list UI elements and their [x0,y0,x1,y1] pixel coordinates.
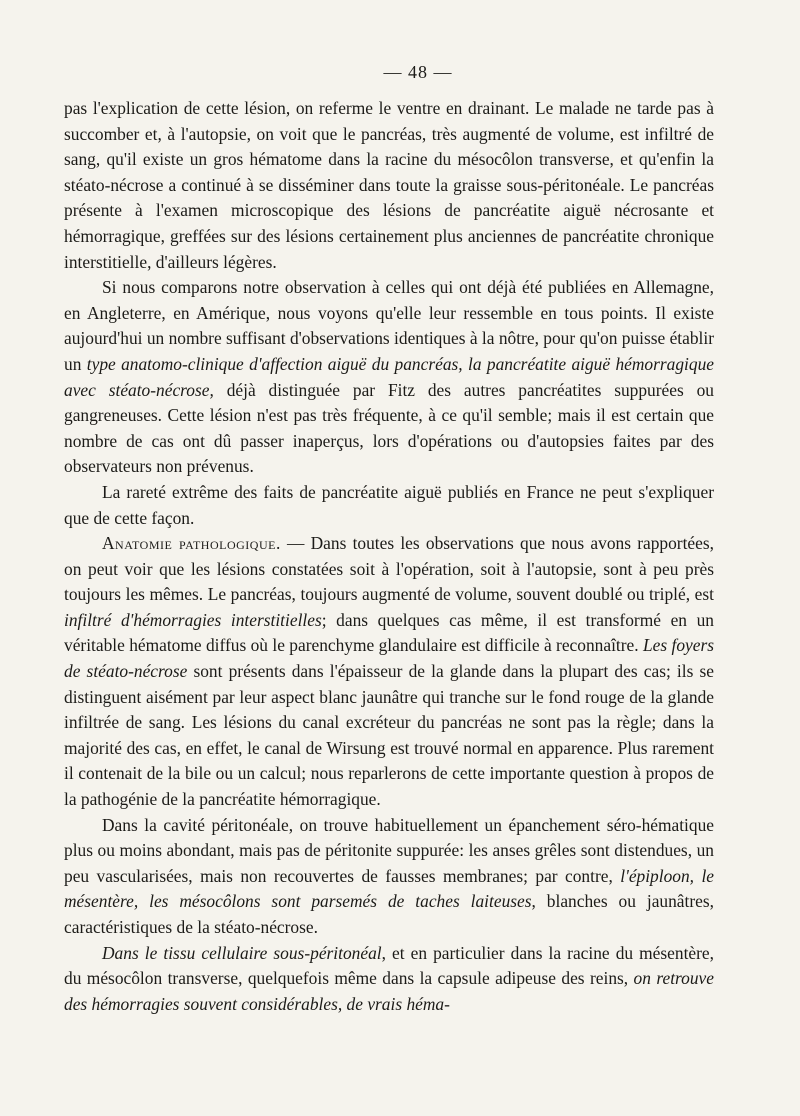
body-text [64,96,714,1017]
text-run: pas l'explication de cette lésion, on referme le ventre en drainant. Le malade ne tarde pas à succomber et, à l'autopsie, on voit que le pancréas, très augmenté de volume, est infiltré de sang, qu'il existe un gros hématome dans la racine du mésocôlon transverse, et qu'enfin la stéato-nécrose a continué à se disséminer dans toute la graisse sous-péritonéale. Le pancréas présente à l'examen microscopique des lésions de pancréatite aiguë nécrosante et hémorragique, greffées sur des lésions certainement plus anciennes de pancréatite chronique interstitielle, d'ailleurs légères. [64,98,714,272]
italic-text-run: l'épiploon, le mésentère, les mésocôlons sont parsemés de taches laiteuses [64,865,715,912]
text-run: ; dans quelques cas même, il est transformé en un véritable hématome diffus où le parenchyme glandulaire est difficile à reconnaître. [64,609,714,656]
text-run: déjà distinguée par Fitz des autres pancréatites suppurées ou gangreneuses. Cette lésion n'est pas très fréquente, à ce qu'il semble; mais il est certain que nombre de cas ont dû passer inaperçus, lors d'opérations ou d'autopsies faites par des observateurs non prévenus. [64,379,714,477]
text-run: , et en particulier dans la racine du mésentère, du mésocôlon transverse, quelquefois même dans la capsule adipeuse des reins, [64,942,714,989]
text-run: La rareté extrême des faits de pancréatite aiguë publiés en France ne peut s'expliquer que de cette façon. [64,481,714,528]
paragraph [64,813,714,941]
paragraph [64,275,714,480]
text-run: sont présents dans l'épaisseur de la glande dans la plupart des cas; ils se distinguent aisément par leur aspect blanc jaunâtre qui tranche sur le fond rouge de la glande infiltrée de sang. Les lésions du canal excréteur du pancréas ne sont pas la règle; dans la majorité des cas, en effet, le canal de Wirsung est trouvé normal en apparence. Plus rarement il contenait de la bile ou un calcul; nous reparlerons de cette importante question à propos de la pathogénie de la pancréatite hémorragique. [64,661,714,810]
paragraph [64,941,714,1018]
paragraph [64,96,714,275]
italic-text-run: on retrouve des hémorragies souvent considérables, de vrais héma- [64,968,714,1014]
text-run: Dans la cavité péritonéale, on trouve habituellement un épanchement séro-hématique plus ou moins abondant, mais pas de péritonite suppurée: les anses grêles sont distendues, un peu vascularisées, mais non recouvertes de fausses membranes; par contre, [64,814,714,886]
paragraph [64,531,714,813]
text-run: , blanches ou jaunâtres, caractéristiques de la stéato-nécrose. [64,891,714,937]
italic-text-run: infiltré d'hémorragies interstitielles [64,609,322,630]
text-run: Si nous comparons notre observation à celles qui ont déjà été publiées en Allemagne, en Angleterre, en Amérique, nous voyons qu'elle leur ressemble en tous points. Il existe aujourd'hui un nombre suffisant d'observations identiques à la nôtre, pour qu'on puisse établir un [64,277,714,374]
page-number: — 48 — [383,62,453,82]
text-run: — Dans toutes les observations que nous avons rapportées, on peut voir que les lésions constatées soit à l'opération, soit à l'autopsie, sont à peu près toujours les mêmes. Le pancréas, toujours augmenté de volume, souvent doublé ou triplé, est [64,533,714,605]
italic-text-run: type anatomo-clinique d'affection aiguë du pancréas, la pancréatite aiguë hémorragique avec stéato-nécrose, [64,353,714,400]
italic-text-run: Dans le tissu cellulaire sous-péritonéal [102,942,382,963]
section-heading: Anatomie pathologique. [102,533,281,554]
paragraph [64,480,714,531]
italic-text-run: Les foyers de stéato-nécrose [64,635,714,682]
